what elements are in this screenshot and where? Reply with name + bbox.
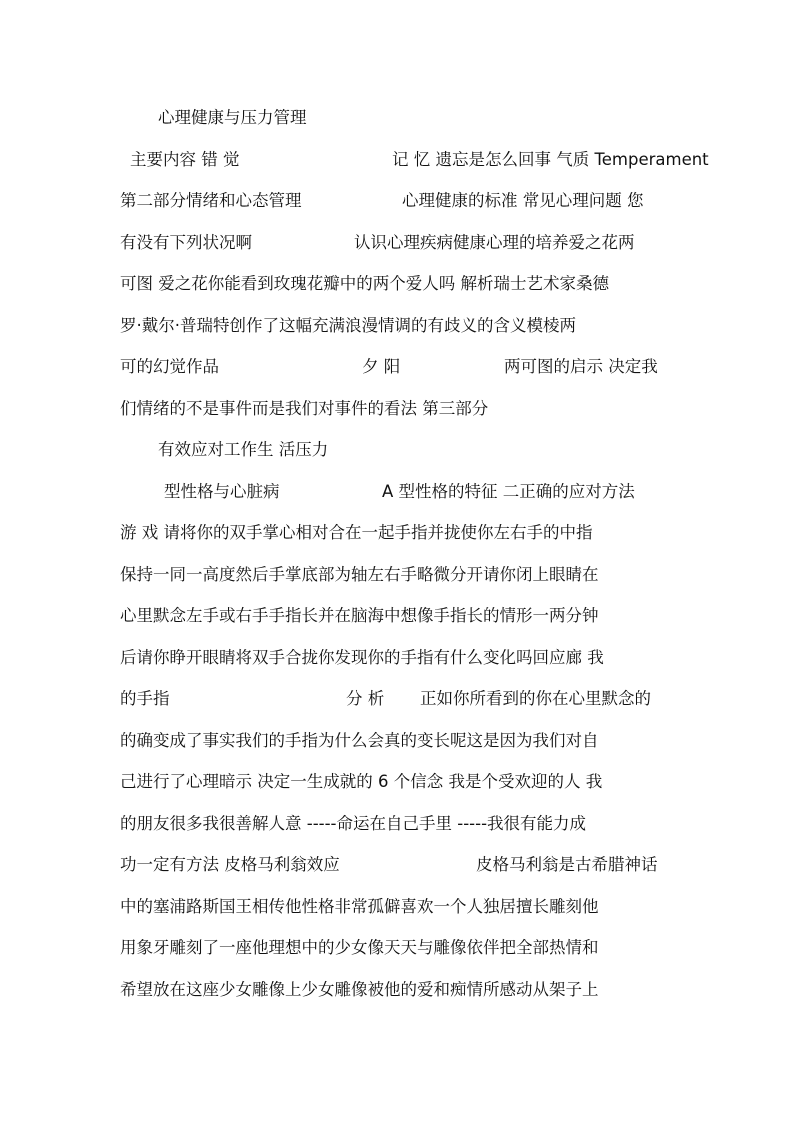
text-line (120, 643, 720, 673)
text-line (120, 809, 720, 839)
text-segment: 己进行了心理暗示 决定一生成就的 6 个信念 我是个受欢迎的人 我 (120, 772, 603, 791)
text-segment: 有没有下列状况啊 (120, 233, 252, 252)
text-line (120, 726, 720, 756)
text-line (120, 269, 720, 299)
text-line (120, 352, 720, 382)
text-line (120, 975, 720, 1005)
text-line (120, 601, 720, 631)
text-line (120, 435, 720, 465)
text-segment: 记 忆 遗忘是怎么回事 气质 Temperament (392, 150, 709, 169)
text-segment: 功一定有方法 皮格马利翁效应 (120, 855, 340, 874)
text-segment: 心理健康的标准 常见心理问题 您 (402, 191, 644, 210)
text-line (120, 767, 720, 797)
text-line (120, 145, 740, 175)
text-line (120, 560, 720, 590)
text-segment: 后请你睁开眼睛将双手合拢你发现你的手指有什么变化吗回应廊 我 (120, 648, 604, 667)
text-segment: 主要内容 错 觉 (130, 150, 240, 169)
text-segment: 的确变成了事实我们的手指为什么会真的变长呢这是因为我们对自 (120, 731, 599, 750)
text-segment: 罗·戴尔·普瑞特创作了这幅充满浪漫情调的有歧义的含义模棱两 (120, 316, 576, 335)
text-segment: 两可图的启示 决定我 (504, 357, 658, 376)
text-segment: 第二部分情绪和心态管理 (120, 191, 302, 210)
text-segment: 分 析 (346, 689, 385, 708)
text-segment: 正如你所看到的你在心里默念的 (420, 689, 651, 708)
text-segment: 中的塞浦路斯国王相传他性格非常孤僻喜欢一个人独居擅长雕刻他 (120, 897, 599, 916)
text-line (120, 477, 720, 507)
text-segment: 认识心理疾病健康心理的培养爱之花两 (354, 233, 635, 252)
text-line (120, 892, 720, 922)
text-segment: 保持一同一高度然后手掌底部为轴左右手略微分开请你闭上眼睛在 (120, 565, 599, 584)
text-segment: 型性格与心脏病 (164, 482, 280, 501)
document-title: 心理健康与压力管理 (158, 108, 307, 127)
text-segment: 用象牙雕刻了一座他理想中的少女像天天与雕像依伴把全部热情和 (120, 938, 599, 957)
text-segment: 可图 爱之花你能看到玫瑰花瓣中的两个爱人吗 解析瑞士艺术家桑德 (120, 274, 609, 293)
text-line (120, 933, 720, 963)
text-line (120, 850, 720, 880)
text-segment: 心里默念左手或右手手指长并在脑海中想像手指长的情形一两分钟 (120, 606, 599, 625)
text-segment: 的朋友很多我很善解人意 -----命运在自己手里 -----我很有能力成 (120, 814, 587, 833)
text-line (120, 394, 720, 424)
text-line (120, 311, 720, 341)
text-segment: A 型性格的特征 二正确的应对方法 (382, 482, 635, 501)
text-segment: 游 戏 请将你的双手掌心相对合在一起手指并拢使你左右手的中指 (120, 523, 593, 542)
text-segment: 夕 阳 (362, 357, 401, 376)
text-segment: 希望放在这座少女雕像上少女雕像被他的爱和痴情所感动从架子上 (120, 980, 599, 999)
text-segment: 皮格马利翁是古希腊神话 (476, 855, 658, 874)
text-segment: 可的幻觉作品 (120, 357, 219, 376)
text-segment: 们情绪的不是事件而是我们对事件的看法 第三部分 (120, 399, 489, 418)
text-line (120, 186, 720, 216)
text-line (120, 518, 720, 548)
text-line (120, 228, 720, 258)
text-segment: 有效应对工作生 活压力 (158, 440, 329, 459)
text-line-title (120, 103, 720, 133)
text-segment: 的手指 (120, 689, 170, 708)
text-line (120, 684, 720, 714)
